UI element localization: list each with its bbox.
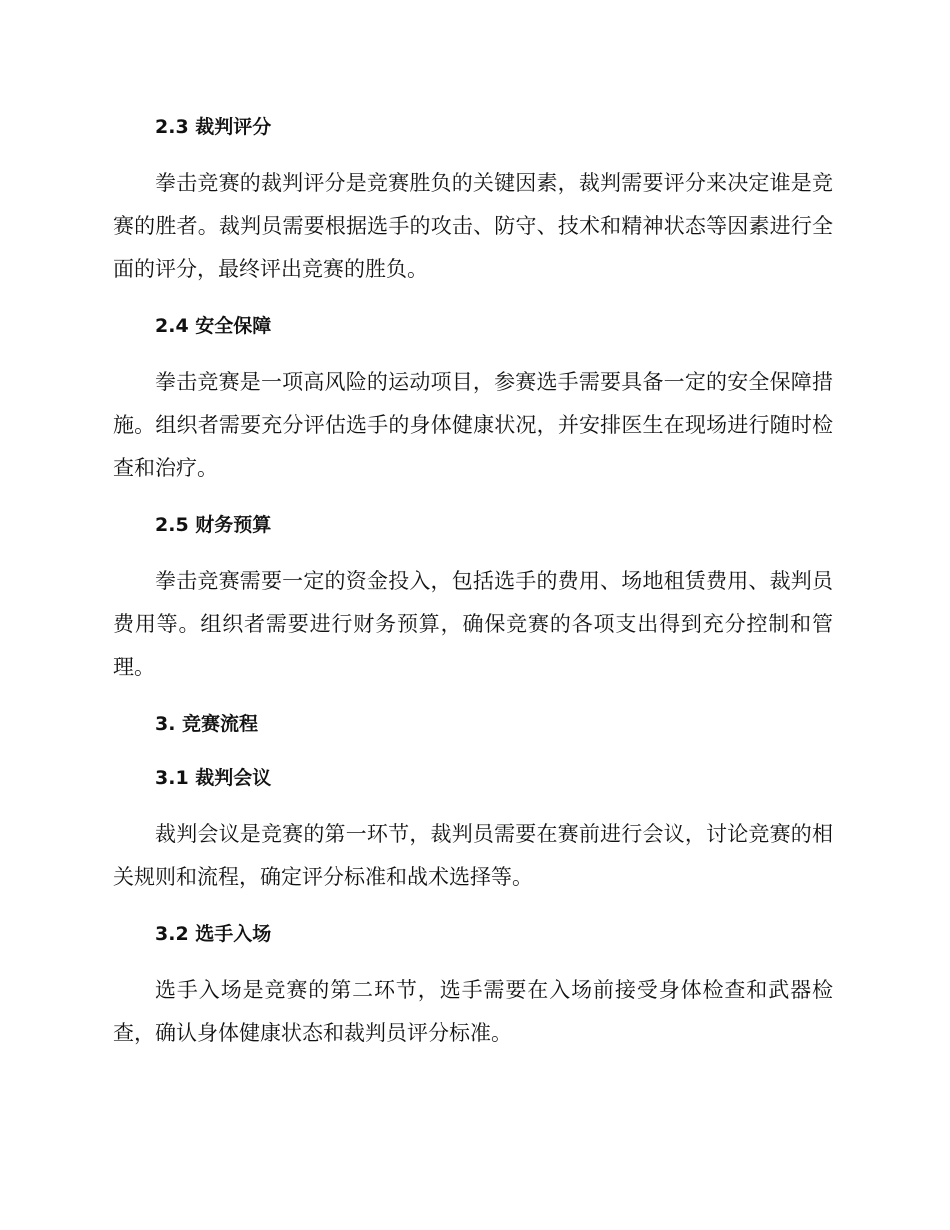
section-heading-2-3: 2.3 裁判评分 <box>155 116 272 138</box>
section-heading-3-2: 3.2 选手入场 <box>155 923 272 945</box>
section-paragraph-2-4: 拳击竞赛是一项高风险的运动项目，参赛选手需要具备一定的安全保障措施。组织者需要充分评估选手的身体健康状况，并安排医生在现场进行随时检查和治疗。 <box>113 370 833 480</box>
section-paragraph-2-3: 拳击竞赛的裁判评分是竞赛胜负的关键因素，裁判需要评分来决定谁是竞赛的胜者。裁判员需要根据选手的攻击、防守、技术和精神状态等因素进行全面的评分，最终评出竞赛的胜负。 <box>113 171 833 281</box>
section-paragraph-3-1: 裁判会议是竞赛的第一环节，裁判员需要在赛前进行会议，讨论竞赛的相关规则和流程，确定评分标准和战术选择等。 <box>113 822 833 889</box>
section-heading-2-4: 2.4 安全保障 <box>155 315 272 337</box>
section-heading-3: 3. 竞赛流程 <box>155 713 259 735</box>
section-paragraph-3-2: 选手入场是竞赛的第二环节，选手需要在入场前接受身体检查和武器检查，确认身体健康状态和裁判员评分标准。 <box>113 978 833 1045</box>
section-heading-2-5: 2.5 财务预算 <box>155 514 272 536</box>
section-heading-3-1: 3.1 裁判会议 <box>155 767 272 789</box>
document-body <box>113 108 833 1055</box>
section-paragraph-2-5: 拳击竞赛需要一定的资金投入，包括选手的费用、场地租赁费用、裁判员费用等。组织者需要进行财务预算，确保竞赛的各项支出得到充分控制和管理。 <box>113 569 833 679</box>
